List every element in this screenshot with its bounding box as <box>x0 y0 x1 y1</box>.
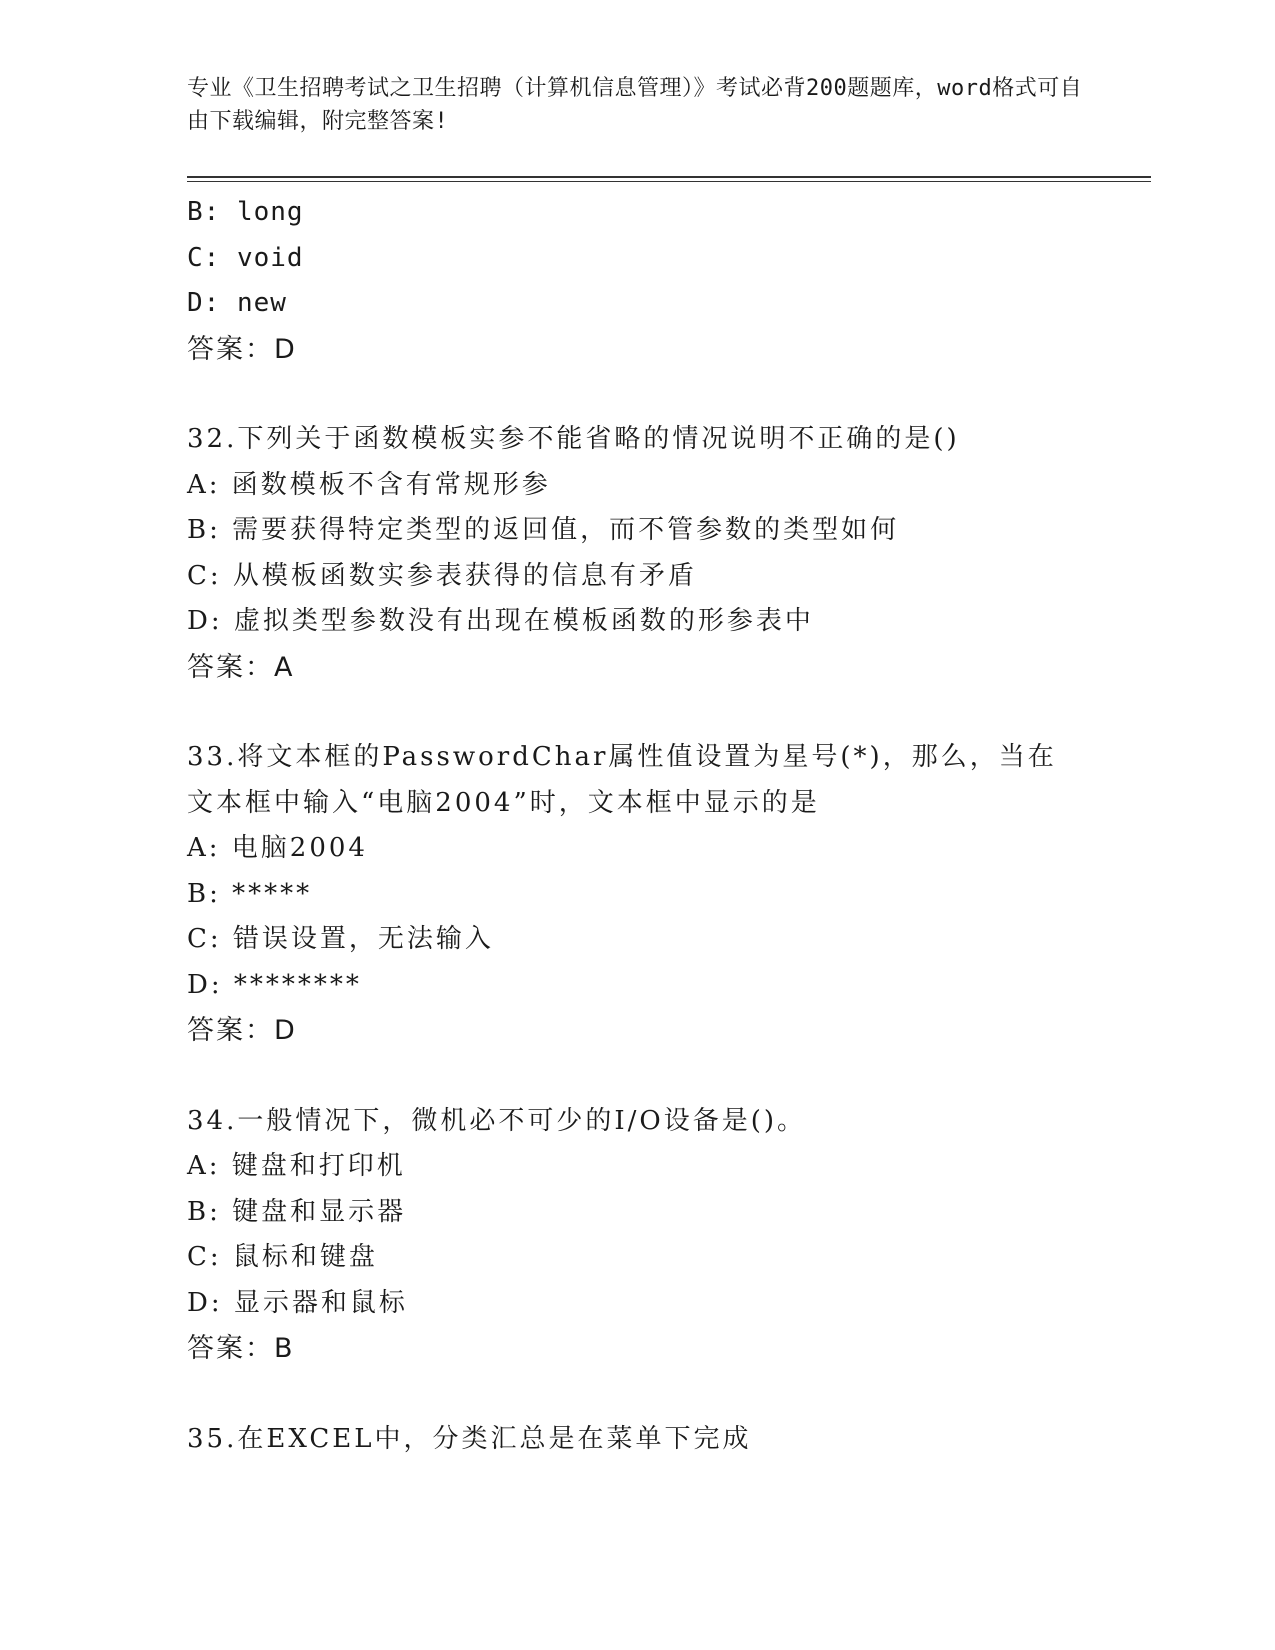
option-a: A: 函数模板不含有常规形参 <box>187 469 551 500</box>
option-d: D: ******** <box>187 969 362 1000</box>
answer-label: 答案：D <box>187 333 297 365</box>
question-list <box>187 190 1087 1462</box>
document-header: 专业《卫生招聘考试之卫生招聘（计算机信息管理）》考试必背200题题库，word格式可自由下载编辑，附完整答案! <box>187 76 1083 134</box>
option-b: B: 键盘和显示器 <box>187 1196 407 1227</box>
answer-label: 答案：A <box>187 651 295 683</box>
option-b: B: long <box>187 197 304 227</box>
header-divider <box>187 176 1151 182</box>
option-a: A: 键盘和打印机 <box>187 1151 406 1181</box>
question-block-31 <box>187 190 1087 372</box>
option-d: D: 显示器和鼠标 <box>187 1287 408 1318</box>
option-b: B: 需要获得特定类型的返回值，而不管参数的类型如何 <box>187 515 900 545</box>
answer-label: 答案：D <box>187 1015 297 1046</box>
question-text: 34.一般情况下，微机必不可少的I/O设备是()。 <box>187 1105 806 1136</box>
question-block-33 <box>187 735 1087 1054</box>
question-text: 32.下列关于函数模板实参不能省略的情况说明不正确的是() <box>187 424 960 454</box>
question-text: 33.将文本框的PasswordChar属性值设置为星号(*)，那么，当在文本框中输入“电脑2004”时，文本框中显示的是 <box>187 742 1057 818</box>
question-text: 35.在EXCEL中，分类汇总是在菜单下完成 <box>187 1423 752 1454</box>
option-d: D: 虚拟类型参数没有出现在模板函数的形参表中 <box>187 606 814 636</box>
option-d: D: new <box>187 288 287 318</box>
option-c: C: void <box>187 242 304 273</box>
option-a: A: 电脑2004 <box>187 833 368 863</box>
option-c: C: 从模板函数实参表获得的信息有矛盾 <box>187 560 697 591</box>
option-c: C: 错误设置，无法输入 <box>187 924 494 954</box>
question-block-35 <box>187 1417 1087 1463</box>
question-block-34 <box>187 1099 1087 1372</box>
option-b: B: ***** <box>187 878 313 909</box>
question-block-32 <box>187 417 1087 690</box>
option-c: C: 鼠标和键盘 <box>187 1242 378 1272</box>
answer-label: 答案：B <box>187 1333 295 1364</box>
